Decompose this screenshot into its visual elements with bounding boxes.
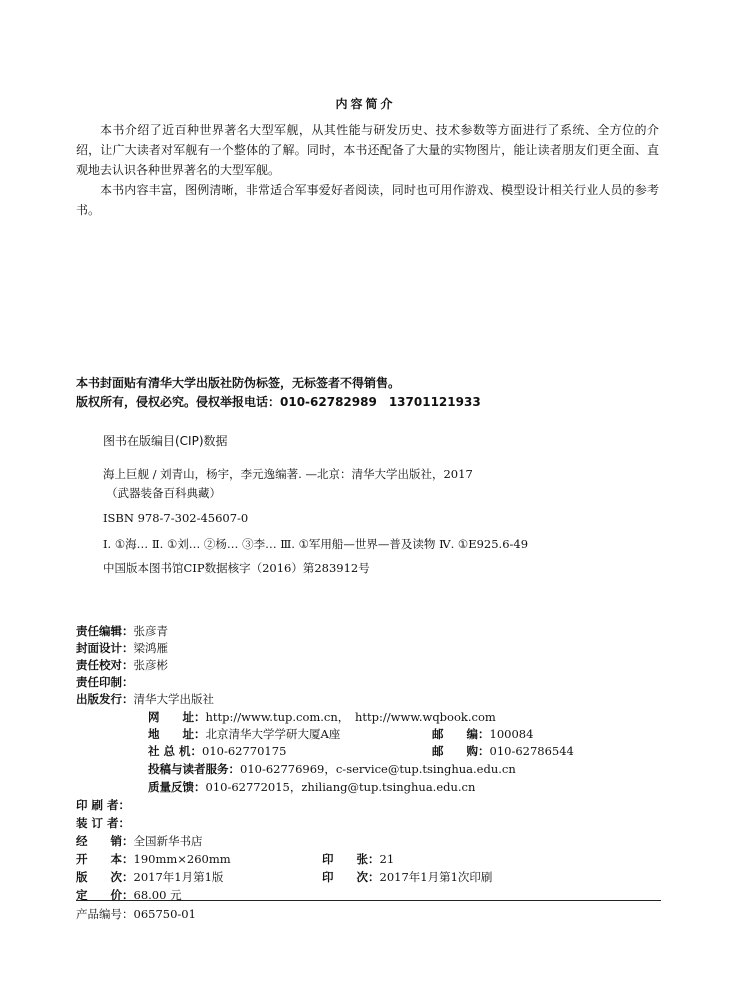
product-number-value: 065750-01 <box>133 907 196 921</box>
distributor-value: 全国新华书店 <box>133 834 203 848</box>
website-label: 网 址： <box>148 710 206 724</box>
switchboard-value: 010-62770175 <box>202 744 287 758</box>
reader-service-row <box>148 760 516 778</box>
edition-label: 版 次： <box>76 870 134 884</box>
edition-value: 2017年1月第1版 <box>133 870 224 884</box>
format-value: 190mm×260mm <box>133 852 231 866</box>
piracy-report-notice: 版权所有，侵权必究。侵权举报电话：010-62782989 13701121933 <box>76 395 481 409</box>
print-responsible-row <box>76 673 134 691</box>
print-responsible-label: 责任印制： <box>76 675 134 689</box>
printer-label: 印 刷 者： <box>76 798 131 812</box>
cip-classification: Ⅰ. ①海… Ⅱ. ①刘… ②杨… ③李… Ⅲ. ①军用船—世界—普及读物 Ⅳ. ①E925.6-49 <box>103 537 529 551</box>
summary-body <box>76 120 659 220</box>
postcode-value: 100084 <box>489 727 534 741</box>
cip-series-line: （武器装备百科典藏） <box>106 486 221 500</box>
anti-counterfeit-notice: 本书封面贴有清华大学出版社防伪标签，无标签者不得销售。 <box>76 376 401 390</box>
quality-feedback-label: 质量反馈： <box>148 780 206 794</box>
website-row <box>148 708 496 726</box>
divider <box>76 900 661 901</box>
sheets-value: 21 <box>379 852 395 866</box>
publisher-label: 出版发行： <box>76 692 134 706</box>
printing-row <box>322 868 492 886</box>
cip-isbn: ISBN 978-7-302-45607-0 <box>103 511 249 525</box>
binder-label: 装 订 者： <box>76 816 131 830</box>
mail-order-value: 010-62786544 <box>489 744 574 758</box>
cip-bibliographic-line: 海上巨舰 / 刘青山，杨宇，李元逸编著. —北京：清华大学出版社，2017 <box>103 467 473 481</box>
switchboard-label: 社 总 机： <box>148 744 203 758</box>
proofreader-label: 责任校对： <box>76 658 134 672</box>
address-row <box>148 725 340 743</box>
price-label: 定 价： <box>76 888 134 902</box>
cip-check-number: 中国版本图书馆CIP数据核字（2016）第283912号 <box>103 561 370 575</box>
publisher-value: 清华大学出版社 <box>133 692 214 706</box>
edition-row <box>76 868 223 886</box>
switchboard-row <box>148 742 286 760</box>
price-value: 68.00 元 <box>133 888 182 902</box>
quality-feedback-row <box>148 778 475 796</box>
product-number-label: 产品编号： <box>76 907 134 921</box>
cover-design-row <box>76 639 168 657</box>
printing-label: 印 次： <box>322 870 380 884</box>
address-label: 地 址： <box>148 727 206 741</box>
reader-service-value: 010-62776969，c-service@tup.tsinghua.edu.cn <box>240 762 516 776</box>
distributor-label: 经 销： <box>76 834 134 848</box>
postcode-label: 邮 编： <box>432 727 490 741</box>
summary-heading: 内容简介 <box>335 97 396 111</box>
editor-label: 责任编辑： <box>76 624 134 638</box>
binder-row <box>76 814 130 832</box>
distributor-row <box>76 832 203 850</box>
cover-design-value: 梁鸿雁 <box>133 641 168 655</box>
product-number <box>76 906 196 922</box>
format-row <box>76 850 231 868</box>
price-row <box>76 886 182 904</box>
reader-service-label: 投稿与读者服务： <box>148 762 240 776</box>
sheets-row <box>322 850 394 868</box>
copyright-notice <box>76 374 676 412</box>
printer-row <box>76 796 130 814</box>
mail-order-row <box>432 742 574 760</box>
sheets-label: 印 张： <box>322 852 380 866</box>
editor-row <box>76 622 168 640</box>
printing-value: 2017年1月第1次印刷 <box>379 870 493 884</box>
proofreader-row <box>76 656 168 674</box>
format-label: 开 本： <box>76 852 134 866</box>
proofreader-value: 张彦彬 <box>133 658 168 672</box>
website-value: http://www.tup.com.cn， http://www.wqbook.com <box>205 710 496 724</box>
cover-design-label: 封面设计： <box>76 641 134 655</box>
mail-order-label: 邮 购： <box>432 744 490 758</box>
editor-value: 张彦青 <box>133 624 168 638</box>
summary-paragraph: 本书内容丰富，图例清晰，非常适合军事爱好者阅读，同时也可用作游戏、模型设计相关行业人员的参考书。 <box>76 183 659 217</box>
cip-title: 图书在版编目(CIP)数据 <box>103 434 228 448</box>
quality-feedback-value: 010-62772015，zhiliang@tup.tsinghua.edu.cn <box>205 780 476 794</box>
address-value: 北京清华大学学研大厦A座 <box>205 727 341 741</box>
summary-paragraph: 本书介绍了近百种世界著名大型军舰，从其性能与研发历史、技术参数等方面进行了系统、全方位的介绍，让广大读者对军舰有一个整体的了解。同时，本书还配备了大量的实物图片，能让读者朋友们更全面、直观地去认识各种世界著名的大型军舰。 <box>76 123 659 177</box>
publisher-row <box>76 690 214 708</box>
postcode-row <box>432 725 533 743</box>
